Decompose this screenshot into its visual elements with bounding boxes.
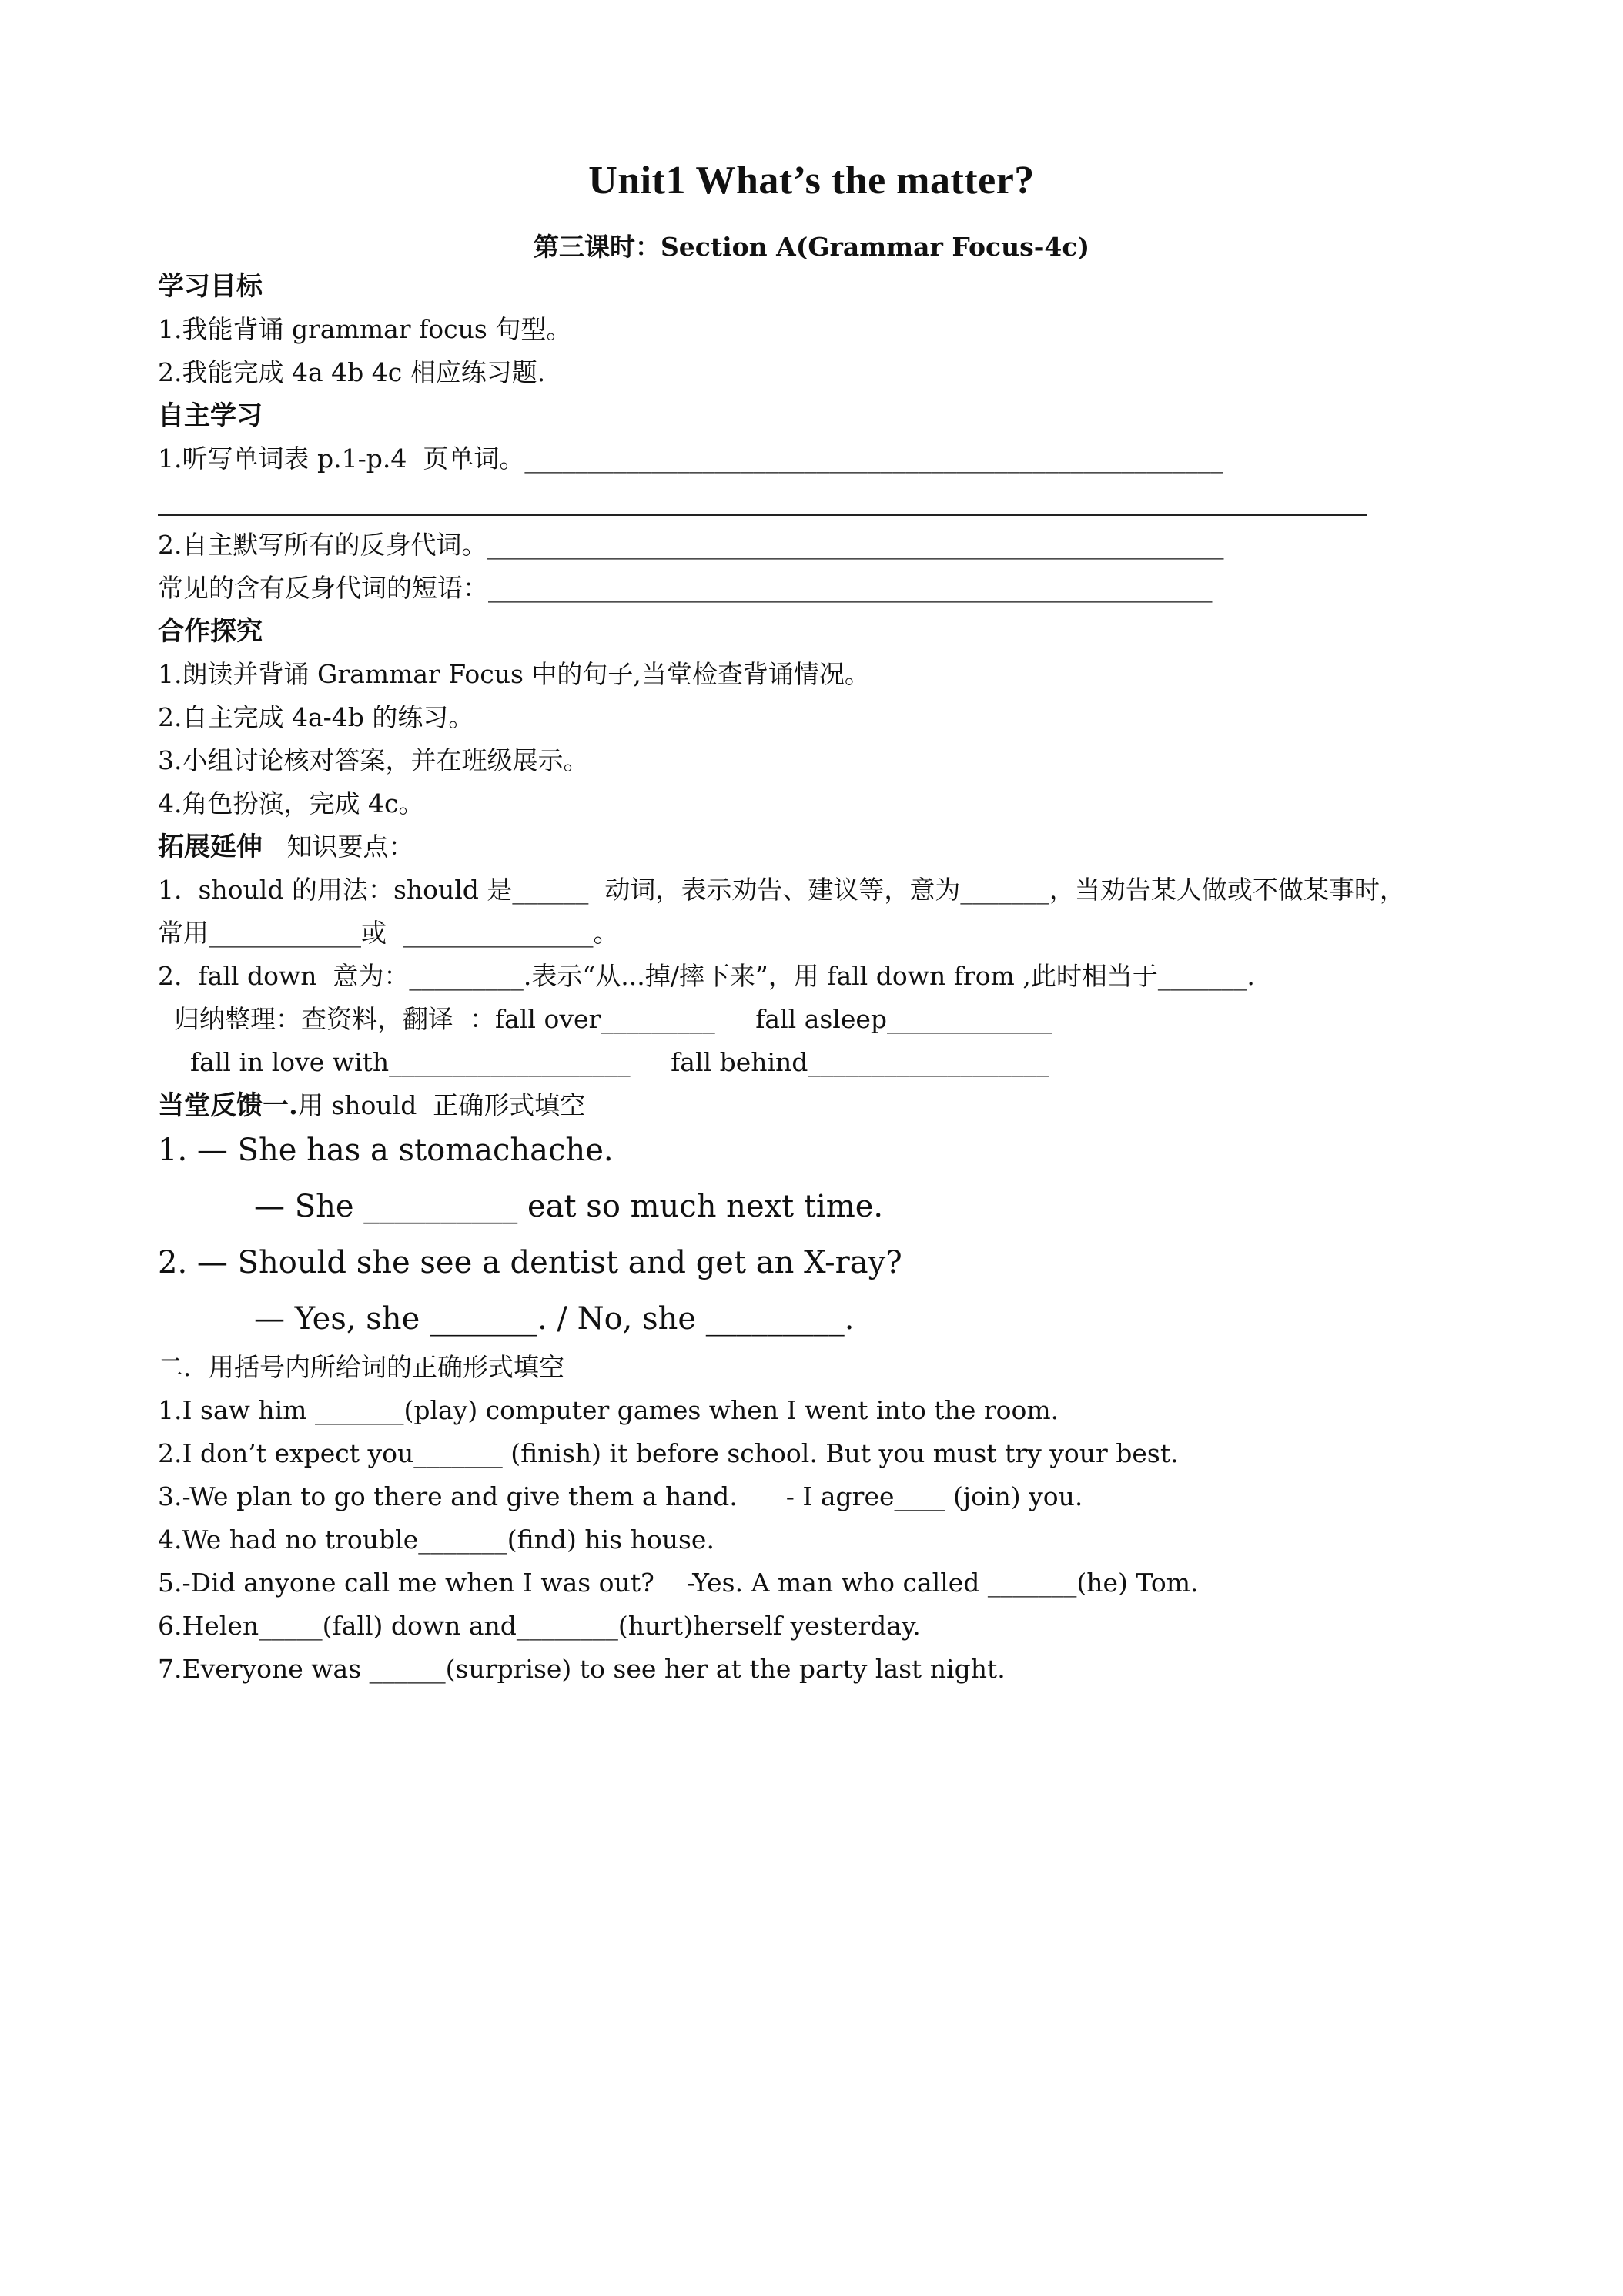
feedback-heading-row	[158, 1090, 585, 1122]
self-study-item: 1.听写单词表 p.1-p.4 页单词。_______________________________________________________	[158, 443, 1223, 474]
self-study-heading: 自主学习	[158, 400, 263, 431]
feedback-item: 2. — Should she see a dentist and get an X-ray?	[158, 1245, 902, 1280]
extend-line: 1. should 的用法：should 是______ 动词，表示劝告、建议等，意为_______，当劝告某人做或不做某事时，	[158, 875, 1405, 905]
coop-item: 3.小组讨论核对答案，并在班级展示。	[158, 745, 589, 775]
exercise2-item: 4.We had no trouble_______(find) his house.	[158, 1525, 714, 1555]
exercise2-item: 3.-We plan to go there and give them a hand. - I agree____ (join) you.	[158, 1481, 1083, 1511]
exercise2-item: 5.-Did anyone call me when I was out? -Yes. A man who called _______(he) Tom.	[158, 1568, 1199, 1598]
exercise2-item: 7.Everyone was ______(surprise) to see her at the party last night.	[158, 1654, 1006, 1684]
coop-heading: 合作探究	[158, 616, 263, 647]
goal-item: 1.我能背诵 grammar focus 句型。	[158, 314, 572, 344]
feedback-item: — Yes, she _______. / No, she _________.	[254, 1301, 855, 1337]
exercise2-heading: 二．用括号内所给词的正确形式填空	[158, 1352, 564, 1382]
coop-item: 1.朗读并背诵 Grammar Focus 中的句子,当堂检查背诵情况。	[158, 659, 870, 689]
answer-blank-line	[158, 514, 1367, 516]
extend-line: 2. fall down 意为：_________.表示“从...掉/摔下来”，用 fall down from ,此时相当于_______.	[158, 961, 1255, 991]
extend-subheading: 知识要点：	[286, 832, 414, 862]
feedback-item: — She __________ eat so much next time.	[254, 1189, 884, 1224]
extend-heading-row	[158, 832, 413, 863]
page-subtitle: 第三课时：Section A(Grammar Focus-4c)	[533, 232, 1090, 262]
goals-heading: 学习目标	[158, 271, 263, 302]
extend-line: 归纳整理：查资料，翻译 ：fall over_________ fall asleep_____________	[158, 1004, 1052, 1034]
exercise2-item: 1.I saw him _______(play) computer games when I went into the room.	[158, 1395, 1059, 1425]
extend-line: fall in love with___________________ fall behind___________________	[158, 1047, 1049, 1077]
coop-item: 2.自主完成 4a-4b 的练习。	[158, 702, 474, 732]
self-study-item: 常见的含有反身代词的短语：_________________________________________________________	[158, 573, 1213, 603]
page-title: Unit1 What’s the matter?	[588, 159, 1035, 202]
feedback-heading-rest: 用 should 正确形式填空	[297, 1090, 586, 1120]
self-study-item: 2.自主默写所有的反身代词。__________________________________________________________	[158, 530, 1224, 560]
extend-heading: 拓展延伸	[158, 832, 263, 862]
exercise2-item: 6.Helen_____(fall) down and________(hurt)herself yesterday.	[158, 1611, 921, 1641]
goal-item: 2.我能完成 4a 4b 4c 相应练习题.	[158, 357, 546, 387]
feedback-item: 1. — She has a stomachache.	[158, 1133, 614, 1168]
extend-line: 常用____________或 _______________。	[158, 918, 619, 948]
feedback-heading: 当堂反馈一.	[158, 1090, 298, 1121]
coop-item: 4.角色扮演，完成 4c。	[158, 788, 424, 818]
exercise2-item: 2.I don’t expect you_______ (finish) it before school. But you must try your best.	[158, 1438, 1179, 1468]
